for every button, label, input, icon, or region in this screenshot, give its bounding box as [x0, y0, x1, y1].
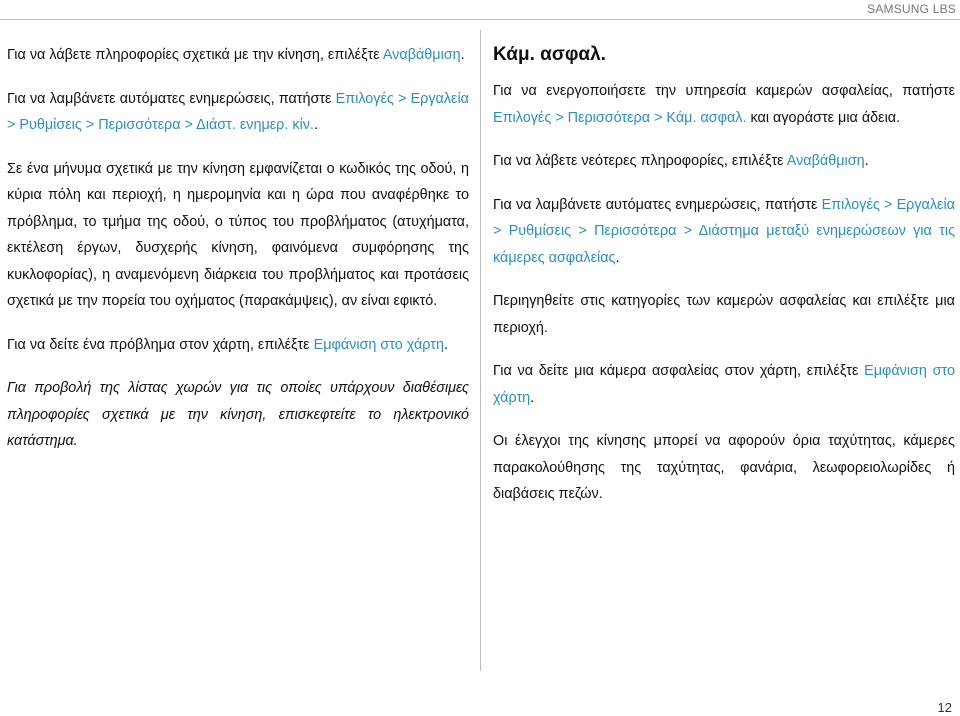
left-p4-link: Εμφάνιση στο χάρτη — [313, 336, 444, 353]
right-p1-text: Για να ενεργοποιήσετε την υπηρεσία καμερών ασφαλείας, πατήστε — [493, 83, 955, 99]
column-divider — [480, 30, 481, 671]
left-p2-text: Για να λαμβάνετε αυτόματες ενημερώσεις, πατήστε — [7, 90, 336, 107]
brand-label: SAMSUNG LBS — [867, 2, 956, 16]
left-p1-end: . — [460, 47, 465, 63]
right-p5-end: . — [530, 389, 535, 406]
left-column — [7, 42, 469, 455]
left-paragraph-1 — [7, 42, 469, 69]
right-paragraph-2 — [493, 148, 955, 175]
right-p3-link: Επιλογές > Εργαλεία > Ρυθμίσεις > Περισσότερα > Διάστημα μεταξύ ενημερώσεων για τις κάμερες ασφαλείας — [493, 196, 955, 266]
left-p1-text: Για να λάβετε πληροφορίες σχετικά με την κίνηση, επιλέξτε — [7, 47, 383, 63]
right-paragraph-5 — [493, 358, 955, 411]
left-p2-link: Επιλογές > Εργαλεία > Ρυθμίσεις > Περισσότερα > Διάστ. ενημερ. κίν. — [7, 90, 469, 133]
right-paragraph-3 — [493, 192, 955, 272]
left-p4-end: . — [443, 336, 448, 353]
left-paragraph-4 — [7, 332, 469, 359]
right-p5-link: Εμφάνιση στο χάρτη — [493, 363, 955, 406]
left-paragraph-3: Σε ένα μήνυμα σχετικά με την κίνηση εμφανίζεται ο κωδικός της οδού, η κύρια πόλη και περιοχή, η ημερομηνία και η ώρα που αναφέρθηκε το πρόβλημα, το τμήμα της οδού, ο τύπος του προβλήματος (ατυχήματα, εκτέλεση έργων, δυσχερής κίνηση, φαινόμενα συμφόρησης της κυκλοφορίας), η αναμενόμενη διάρκεια του προβλήματος και προτάσεις σχετικά με την πορεία του οχήματος (παρακάμψεις), αν είναι εφικτό. — [7, 160, 469, 309]
left-paragraph-5: Για προβολή της λίστας χωρών για τις οποίες υπάρχουν διαθέσιμες πληροφορίες σχετικά με την κίνηση, επισκεφτείτε το ηλεκτρονικό κατάστημα. — [7, 380, 469, 449]
right-p5-text: Για να δείτε μια κάμερα ασφαλείας στον χάρτη, επιλέξτε — [493, 363, 865, 379]
page-number: 12 — [937, 700, 952, 715]
right-paragraph-1 — [493, 78, 955, 131]
header-rule — [0, 19, 960, 20]
right-p1-link: Επιλογές > Περισσότερα > Κάμ. ασφαλ. — [493, 109, 747, 126]
left-p2-end: . — [313, 117, 318, 133]
left-p1-link: Αναβάθμιση — [382, 47, 461, 63]
right-p3-end: . — [615, 249, 620, 266]
right-paragraph-6: Οι έλεγχοι της κίνησης μπορεί να αφορούν όρια ταχύτητας, κάμερες παρακολούθησης της ταχύτητας, φανάρια, λεωφορειολωρίδες ή διαβάσεις πεζών. — [493, 433, 955, 502]
right-p2-text: Για να λάβετε νεότερες πληροφορίες, επιλέξτε — [493, 153, 787, 169]
left-p4-text: Για να δείτε ένα πρόβλημα στον χάρτη, επιλέξτε — [7, 336, 314, 353]
right-p3-text: Για να λαμβάνετε αυτόματες ενημερώσεις, πατήστε — [493, 196, 822, 213]
right-p1-end: και αγοράστε μια άδεια. — [746, 109, 901, 126]
right-column — [493, 42, 955, 508]
right-p2-link: Αναβάθμιση — [786, 153, 865, 169]
left-paragraph-2 — [7, 86, 469, 139]
right-p2-end: . — [864, 153, 869, 169]
right-paragraph-4: Περιηγηθείτε στις κατηγορίες των καμερών ασφαλείας και επιλέξτε μια περιοχή. — [493, 293, 955, 336]
section-heading: Κάμ. ασφαλ. — [493, 44, 606, 65]
